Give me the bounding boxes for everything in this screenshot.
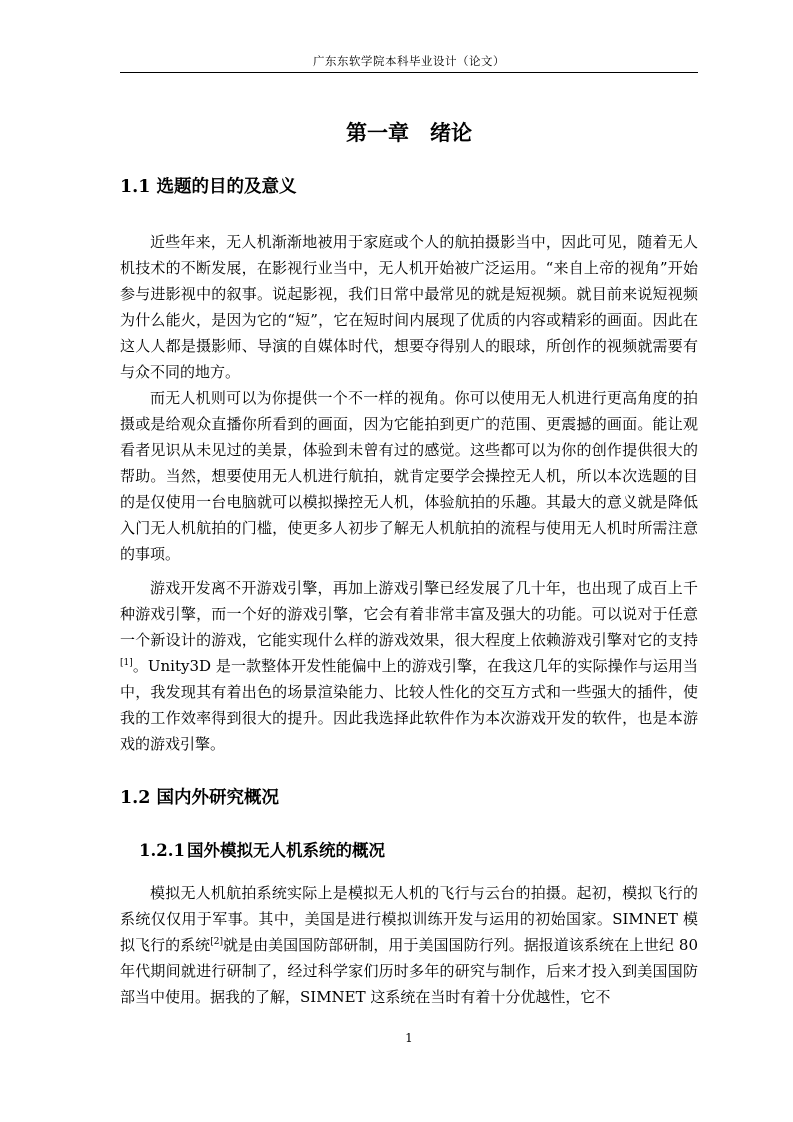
subsection-number: 1.2.1 [139,841,185,860]
chapter-title: 第一章 绪论 [346,120,472,145]
paragraph-text: 就是由美国国防部研制，用于美国国防行列。据报道该系统在上世纪 80 年代期间就进行研制了，经过科学家们历时多年的研究与制作，后来才投入到美国国防部当中使用。据我的了解，SIMNET 这系统在当时有着十分优越性，它不 [120,936,698,1006]
paragraph-text: 。Unity3D 是一款整体开发性能偏中上的游戏引擎，在我这几年的实际操作与运用当中，我发现其有着出色的场景渲染能力、比较人性化的交互方式和一些强大的插件，使我的工作效率得到很大的提升。因此我选择此软件作为本次游戏开发的软件，也是本游戏的游戏引擎。 [120,657,698,753]
running-header: 广东东软学院本科毕业设计（论文） [313,54,505,68]
page-number: 1 [405,1031,413,1045]
citation-2: [2] [210,937,223,947]
paragraph-text: 模拟无人机航拍系统实际上是模拟无人机的飞行与云台的拍摄。起初，模拟飞行的系统仅仅用于军事。其中，美国是进行模拟训练开发与运用的初始国家。SIMNET 模拟飞行的系统 [120,884,698,954]
header-divider [120,72,698,73]
paragraph-text: 游戏开发离不开游戏引擎，再加上游戏引擎已经发展了几十年，也出现了成百上千种游戏引擎，而一个好的游戏引擎，它会有着非常丰富及强大的功能。可以说对于任意一个新设计的游戏，它能实现什么样的游戏效果，很大程度上依赖游戏引擎对它的支持 [120,579,698,649]
subsection-title: 国外模拟无人机系统的概况 [187,841,385,860]
body-paragraph-3 [120,575,698,757]
body-paragraph-2: 而无人机则可以为你提供一个不一样的视角。你可以使用无人机进行更高角度的拍摄或是给观众直播你所看到的画面，因为它能拍到更广的范围、更震撼的画面。能让观看者见识从未见过的美景，体验到未曾有过的感觉。这些都可以为你的创作提供很大的帮助。当然，想要使用无人机进行航拍，就肯定要学会操控无人机，所以本次选题的目的是仅使用一台电脑就可以模拟操控无人机，体验航拍的乐趣。其最大的意义就是降低入门无人机航拍的门槛，使更多人初步了解无人机航拍的流程与使用无人机时所需注意的事项。 [120,389,698,563]
body-paragraph-1: 近些年来，无人机渐渐地被用于家庭或个人的航拍摄影当中，因此可见，随着无人机技术的不断发展，在影视行业当中，无人机开始被广泛运用。“来自上帝的视角”开始参与进影视中的叙事。说起影视，我们日常中最常见的就是短视频。就目前来说短视频为什么能火，是因为它的“短”，它在短时间内展现了优质的内容或精彩的画面。因此在这人人都是摄影师、导演的自媒体时代，想要夺得别人的眼球，所创作的视频就需要有与众不同的地方。 [120,233,698,381]
section-heading-1-1: 1.1 选题的目的及意义 [120,177,297,197]
subsection-heading-1-2-1 [139,840,385,862]
body-paragraph-4 [120,880,698,1010]
citation-1: [1] [120,658,133,668]
section-heading-1-2: 1.2 国内外研究概况 [120,788,280,808]
